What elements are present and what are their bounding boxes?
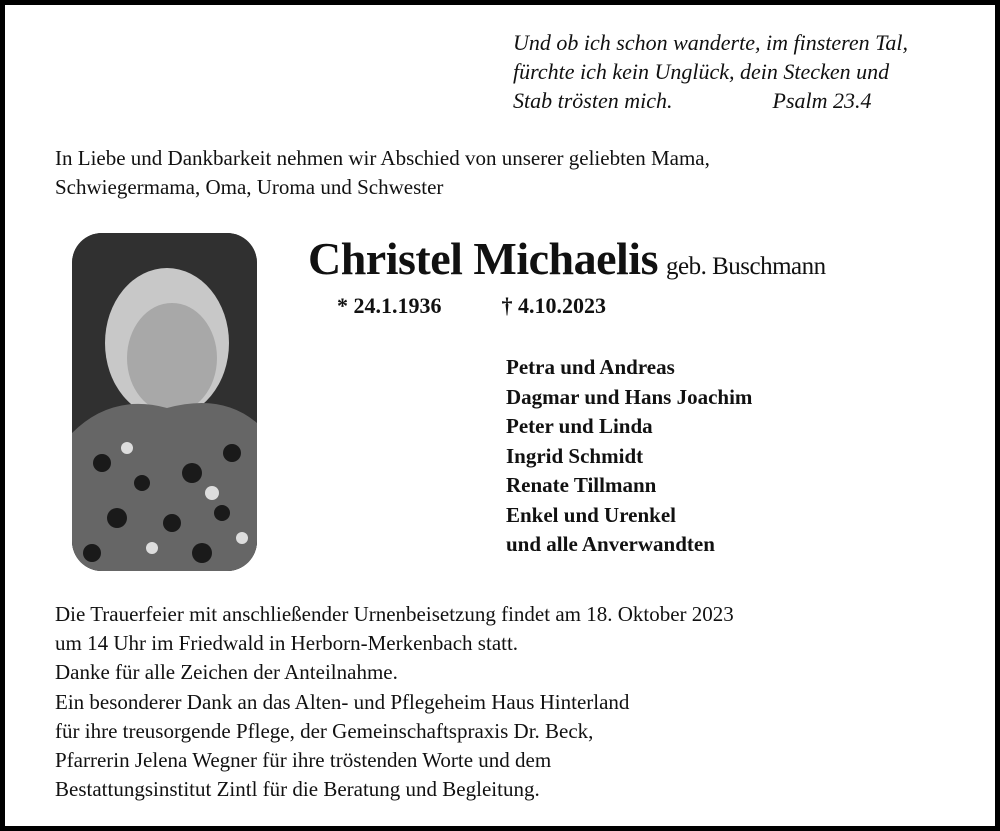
mourner: Dagmar und Hans Joachim: [506, 384, 753, 409]
mourner: Ingrid Schmidt: [506, 443, 644, 468]
closing-line: Ein besonderer Dank an das Alten- und Pflegeheim Haus Hinterland: [55, 689, 630, 714]
mourners-list: [506, 353, 752, 560]
mourner: Enkel und Urenkel: [506, 502, 676, 527]
quote-line: fürchte ich kein Unglück, dein Stecken und: [513, 59, 890, 84]
maiden-name: geb. Buschmann: [666, 253, 826, 280]
deceased-name: Christel Michaelis: [308, 233, 658, 284]
closing-line: für ihre treusorgende Pflege, der Gemeinschaftspraxis Dr. Beck,: [55, 718, 594, 743]
closing-line: Die Trauerfeier mit anschließender Urnenbeisetzung findet am 18. Oktober 2023: [55, 602, 734, 626]
intro-line: In Liebe und Dankbarkeit nehmen wir Abschied von unserer geliebten Mama,: [55, 146, 710, 170]
mourner: und alle Anverwandten: [506, 532, 715, 556]
intro-text: [55, 144, 710, 202]
closing-text: [55, 600, 734, 804]
psalm-quote: [513, 28, 908, 115]
closing-line: Bestattungsinstitut Zintl für die Beratung und Begleitung.: [55, 777, 540, 802]
deceased-name-line: [308, 232, 826, 285]
mourner: Peter und Linda: [506, 414, 653, 438]
quote-line: Stab trösten mich.: [513, 88, 673, 113]
portrait-photo: [72, 233, 257, 571]
mourner: Renate Tillmann: [506, 473, 657, 497]
closing-line: Pfarrerin Jelena Wegner für ihre tröstenden Worte und dem: [55, 748, 552, 773]
mourner: Petra und Andreas: [506, 355, 675, 379]
quote-reference: Psalm 23.4: [772, 88, 872, 113]
closing-line: Danke für alle Zeichen der Anteilnahme.: [55, 660, 398, 685]
closing-line: um 14 Uhr im Friedwald in Herborn-Merkenbach statt.: [55, 631, 519, 656]
life-dates: [337, 293, 606, 319]
intro-line: Schwiegermama, Oma, Uroma und Schwester: [55, 175, 444, 199]
death-date: † 4.10.2023: [501, 293, 606, 318]
birth-date: * 24.1.1936: [337, 293, 442, 318]
quote-line: Und ob ich schon wanderte, im finsteren Tal,: [513, 30, 908, 55]
